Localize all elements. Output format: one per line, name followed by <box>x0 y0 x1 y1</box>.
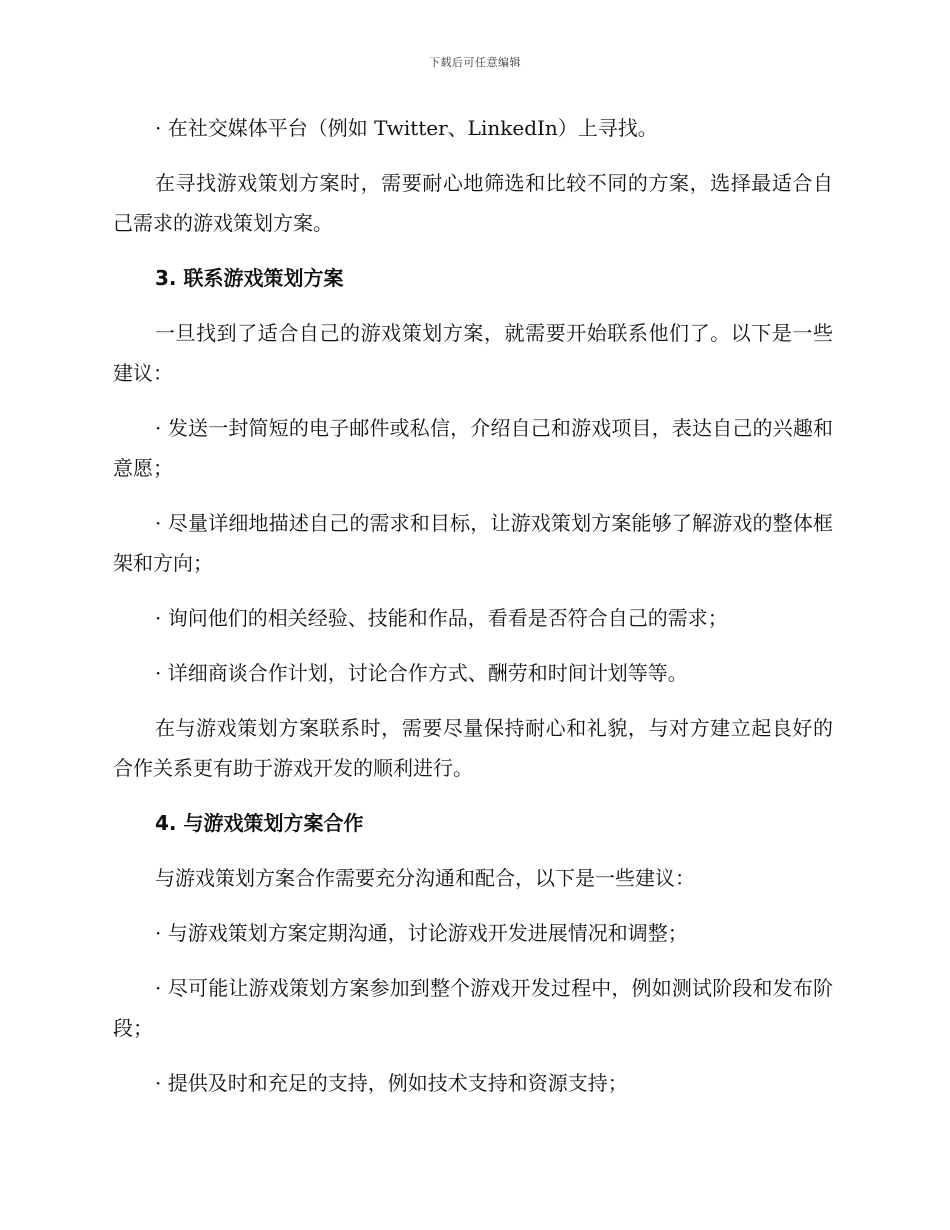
bullet-regular-communication: · 与游戏策划方案定期沟通，讨论游戏开发进展情况和调整； <box>155 921 688 945</box>
bullet-provide-support: · 提供及时和充足的支持，例如技术支持和资源支持； <box>155 1071 628 1095</box>
paragraph-contact-intro: 一旦找到了适合自己的游戏策划方案，就需要开始联系他们了。以下是一些建议： <box>113 321 833 385</box>
bullet-involve-process: · 尽可能让游戏策划方案参加到整个游戏开发过程中，例如测试阶段和发布阶段； <box>113 976 833 1040</box>
paragraph-contact-advice: 在与游戏策划方案联系时，需要尽量保持耐心和礼貌，与对方建立起良好的合作关系更有助于游戏开发的顺利进行。 <box>113 716 833 780</box>
paragraph-cooperation-intro: 与游戏策划方案合作需要充分沟通和配合，以下是一些建议： <box>155 866 695 890</box>
bullet-describe-needs: · 尽量详细地描述自己的需求和目标，让游戏策划方案能够了解游戏的整体框架和方向； <box>113 511 833 575</box>
bullet-send-email: · 发送一封简短的电子邮件或私信，介绍自己和游戏项目，表达自己的兴趣和意愿； <box>113 416 833 480</box>
bullet-social-media: · 在社交媒体平台（例如 Twitter、LinkedIn）上寻找。 <box>155 116 658 140</box>
bullet-discuss-plan: · 详细商谈合作计划，讨论合作方式、酬劳和时间计划等等。 <box>155 661 688 685</box>
section-heading-4: 4. 与游戏策划方案合作 <box>155 811 364 835</box>
paragraph-search-advice: 在寻找游戏策划方案时，需要耐心地筛选和比较不同的方案，选择最适合自己需求的游戏策划方案。 <box>113 171 833 235</box>
page-header: 下载后可任意编辑 <box>429 56 521 69</box>
document-body <box>113 108 833 1118</box>
bullet-ask-experience: · 询问他们的相关经验、技能和作品，看看是否符合自己的需求； <box>155 606 728 630</box>
section-heading-3: 3. 联系游戏策划方案 <box>155 266 344 290</box>
